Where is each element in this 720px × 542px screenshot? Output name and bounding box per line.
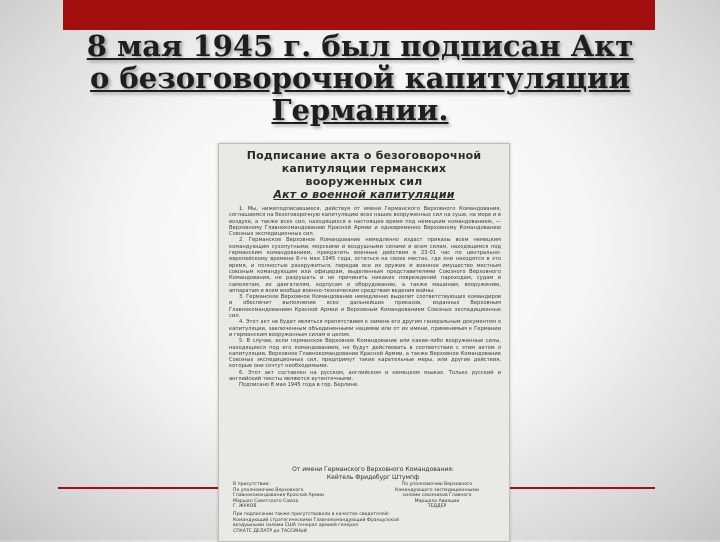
document-heading-line: вооруженных сил [305, 175, 423, 188]
document-paragraph: Подписано 8 мая 1945 года в гор. Берлине. [239, 382, 359, 389]
document-paragraph: 5. В случае, если германское Верховное Командование или какие-либо вооруженные силы, находящиеся под его командованием, не будут действовать в соответствии с этим актом о капитуляции, Верховное Главнокомандование Красной Армии, а также Верховное Командование Союзных экспедиционных сил, предпримут такие карательные меры, или другие действия, которые они сочтут необходимыми. [229, 338, 501, 370]
slide-title-line: Германии. [271, 93, 449, 127]
signature-line: Маршал Советского Союза [233, 498, 299, 504]
document-body [229, 206, 501, 389]
document-paragraph: 4. Этот акт не будет являться препятствием к замене его другим генеральным документом о капитуляции, заключенным объединенными нациями или от их имени, применимым к Германии и германским вооруженным силам в целом. [229, 319, 501, 338]
slide-title [60, 30, 660, 126]
signature-line: В присутствии: [233, 482, 270, 487]
signature-line: При подписании также присутствовали в качестве свидетелей: [233, 512, 390, 517]
document-paragraph: 6. Этот акт составлен на русском, английском и немецком языках. Только русский и английский тексты являются аутентичными. [229, 369, 501, 383]
signature-line: Маршала Авиации [414, 498, 460, 504]
signature-block-allied [377, 482, 497, 510]
signature-line: Кейтель Фридебург Штумпф [326, 474, 420, 481]
slide-title-line: 8 мая 1945 г. был подписан Акт [86, 29, 634, 63]
document-heading-line: Подписание акта о безоговорочной [246, 149, 482, 162]
signature-line: воздушными силами США генерал армией генерал [233, 523, 358, 529]
document-heading-line: капитуляции германских [281, 162, 447, 175]
slide-title-line: о безоговорочной капитуляции [89, 61, 631, 95]
signature-line: силами союзников Главного [402, 493, 472, 499]
document-paragraph: 2. Германское Верховное Командование немедленно издаст приказы всем немецким командующим сухопутными, морскими и воздушными силами и всем силам, находящимся под германским командованием, прекратить военные действия в 23-01 час по центрально-европейскому времени 8-го мая 1945 года, остаться на своих местах, где они находятся в это время, и полностью разоружиться, передав все их оружие и военное имущество местным союзным командующим или офицерам, выделенным представителями Союзного Верховного Командования, не разрушать и не причинять никаких повреждений пароходам, судам и самолетам, их двигателям, корпусам и оборудованию, а также машинам, вооружению, аппаратам и всем вообще военно-техническим средствам ведения войны. [229, 237, 501, 294]
signature-block-witnesses [233, 512, 503, 534]
signature-line: Командующего экспедиционными [395, 487, 479, 493]
document-paragraph: 3. Германское Верховное Командование немедленно выделит соответствующих командиров и обеспечит выполнение всех дальнейших приказов, изданных Верховным Главнокомандованием Красной Армии и Верховным Командованием Союзных экспедиционных сил. [229, 294, 501, 320]
signature-line: СПААТС ДЕЛАТР де ТАССИНЬИ [233, 528, 307, 534]
signature-block-german [263, 466, 483, 482]
signature-line: По уполномочию Верховного [233, 487, 304, 493]
document-paragraph: 1. Мы, нижеподписавшиеся, действуя от имени Германского Верховного Командования, соглашаемся на безоговорочную капитуляцию всех наших вооруженных сил на суше, на море и в воздухе, а также всех сил, находящихся в настоящее время под немецким командованием, — Верховному Главнокомандованию Красной Армии и одновременно Верховному Командованию Союзных экспедиционных сил. [229, 206, 501, 238]
signature-line: ТЕДДЕР [427, 504, 447, 510]
document-heading [219, 144, 509, 201]
signature-line: Главнокомандования Красной Армии [233, 493, 324, 499]
signature-line: По уполномочию Верховного [401, 482, 473, 487]
document-subheading: Акт о военной капитуляции [273, 188, 455, 201]
top-accent-bar [63, 0, 655, 30]
signature-line: От имени Германского Верховного Командования: [292, 466, 454, 473]
signature-block-soviet [233, 482, 353, 510]
signature-line: Г. ЖУКОВ [233, 504, 257, 510]
document-photo [218, 143, 510, 542]
signature-line: Командующий стратегическими Главнокомандующий Французской [233, 517, 399, 523]
